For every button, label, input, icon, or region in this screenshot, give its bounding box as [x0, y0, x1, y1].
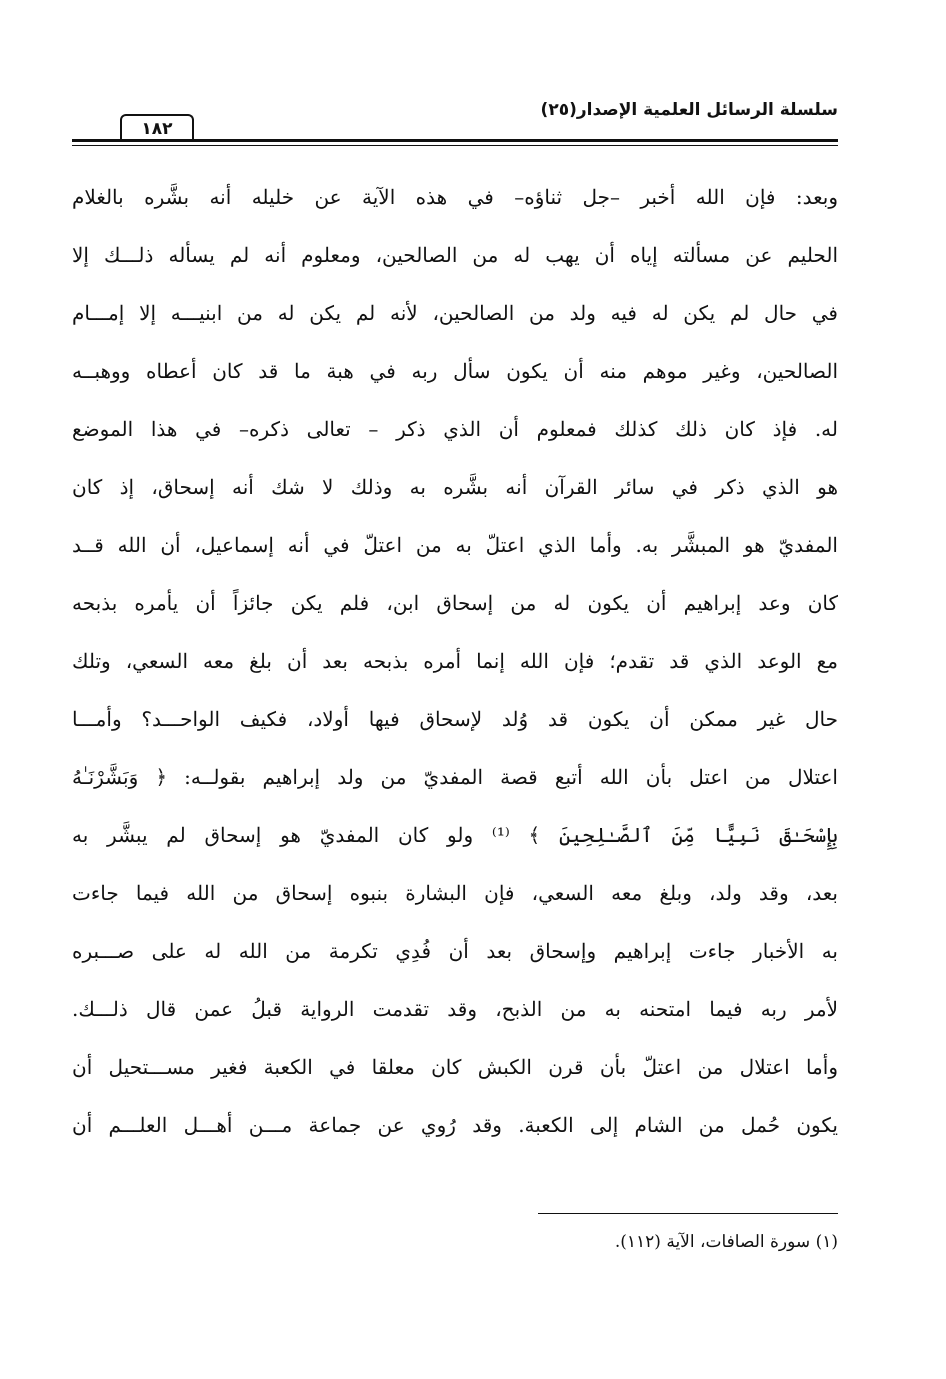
- body-text: [72, 168, 838, 1154]
- text-line: لأمر ربه فيما امتحنه به من الذبح، وقد تقدمت الرواية قبلُ عمن قال ذلـــك.: [72, 997, 838, 1021]
- text-line: بِإِسْحَـٰقَ نَبِيًّا مِّنَ ٱلصَّـٰلِحِينَ ﴾ ⁽¹⁾ ولو كان المفديّ هو إسحاق لم يبشَّر به: [72, 823, 838, 847]
- text-line: في حال لم يكن له فيه ولد من الصالحين، لأنه لم يكن له من ابنيـــه إلا إمـــام: [72, 301, 838, 325]
- text-line: له. فإذ كان ذلك كذلك فمعلوم أن الذي ذكر – تعالى ذكره– في هذا الموضع: [72, 417, 838, 441]
- page-number: ١٨٢: [120, 114, 194, 142]
- text-line: الصالحين، وغير موهم منه أن يكون سأل ربه في هبة ما قد كان أعطاه ووهبــه: [72, 359, 838, 383]
- header-rule-thin: [72, 145, 838, 146]
- text-line: هو الذي ذكر في سائر القرآن أنه بشَّره به وذلك لا شك أنه إسحاق، إذ كان: [72, 475, 838, 499]
- text-line: وأما اعتلال من اعتلّ بأن قرن الكبش كان معلقا في الكعبة فغير مســـتحيل أن: [72, 1055, 838, 1079]
- series-title: سلسلة الرسائل العلمية الإصدار(٢٥): [540, 100, 838, 120]
- text-line: حال غير ممكن أن يكون قد وُلد لإسحاق فيها أولاد، فكيف الواحـــد؟ وأمـــا: [72, 707, 838, 731]
- text-line: اعتلال من اعتل بأن الله أتبع قصة المفديّ من ولد إبراهيم بقولــه: ﴿ وَبَشَّرْنَـٰهُ: [72, 765, 838, 789]
- text-line: بعد، وقد ولد، وبلغ معه السعي، فإن البشارة بنبوه إسحاق من الله فيما جاءت: [72, 881, 838, 905]
- footnote: (١) سورة الصافات، الآية (١١٢).: [614, 1232, 838, 1252]
- text-line: المفديّ هو المبشَّر به. وأما الذي اعتلّ به من اعتلّ في أنه إسماعيل، أن الله قــد: [72, 533, 838, 557]
- footnote-rule: [538, 1213, 838, 1214]
- text-line: الحليم عن مسألته إياه أن يهب له من الصالحين، ومعلوم أنه لم يسأله ذلـــك إلا: [72, 243, 838, 267]
- text-line: به الأخبار جاءت إبراهيم وإسحاق بعد أن فُدِي تكرمة من الله له على صـــبره: [72, 939, 838, 963]
- text-line: يكون حُمل من الشام إلى الكعبة. وقد رُوي عن جماعة مـــن أهـــل العلـــم أن: [72, 1113, 838, 1137]
- text-line: وبعد: فإن الله أخبر –جل ثناؤه– في هذه الآية عن خليله أنه بشَّره بالغلام: [72, 185, 838, 209]
- header-rule-thick: [72, 139, 838, 142]
- text-line: كان وعد إبراهيم أن يكون له من إسحاق ابن، فلم يكن جائزاً أن يأمره بذبحه: [72, 591, 838, 615]
- text-line: مع الوعد الذي قد تقدم؛ فإن الله إنما أمره بذبحه بعد أن بلغ معه السعي، وتلك: [72, 649, 838, 673]
